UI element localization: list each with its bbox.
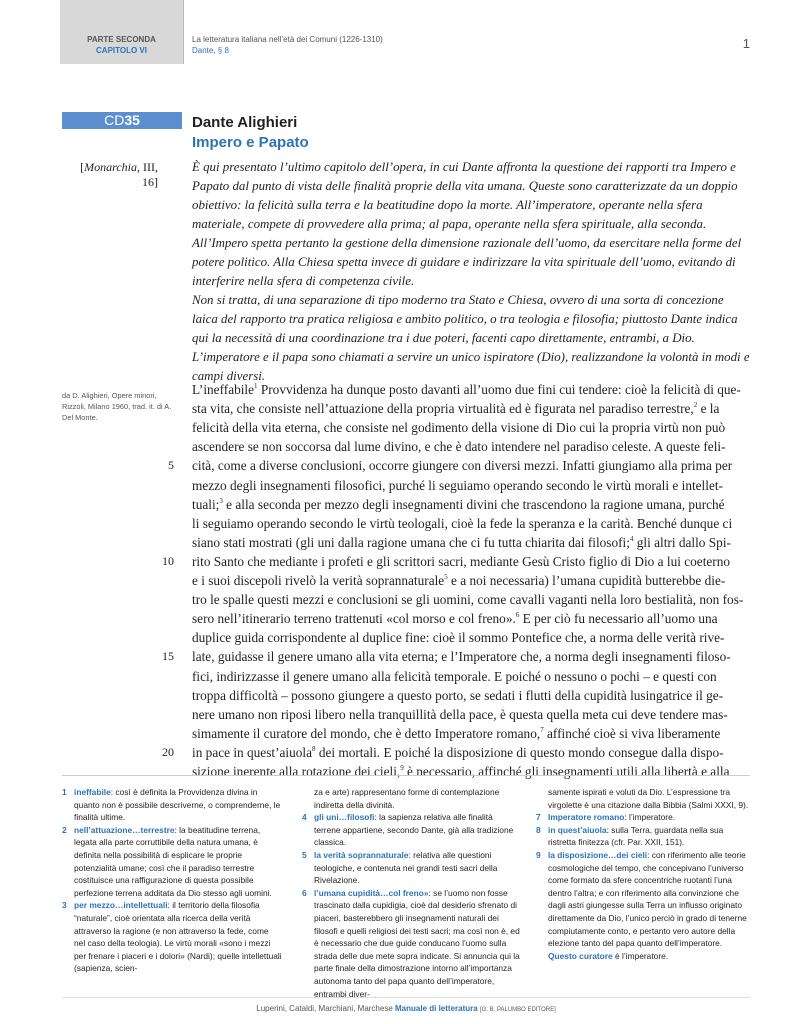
text-line: troppa difficoltà – possono giungere a questo porto, se sedati i flutti della cupidità lusingatrice il ge-: [192, 687, 724, 703]
line-number: 5: [168, 458, 174, 473]
footnote-number: 4: [302, 812, 307, 823]
intro-text: [192, 158, 752, 386]
footer-authors: Luperini, Cataldi, Marchiani, Marchese: [256, 1004, 393, 1013]
footnote-ref: 3: [219, 496, 223, 505]
footnote-term: Questo curatore: [548, 950, 613, 961]
text-id-badge: [62, 112, 182, 129]
text-id-number: 35: [124, 112, 140, 128]
page-number: 1: [742, 36, 750, 51]
text-line: cità, come a diverse conclusioni, occorre giungere con diversi mezzi. Infatti giungiamo alla prima per: [192, 458, 733, 474]
notes-divider: [62, 775, 750, 776]
footer: [0, 1004, 812, 1013]
line-number: 10: [162, 553, 174, 568]
footnote-term: in quest’aiuola: [548, 824, 607, 835]
text-line: simamente il curatore del mondo, che è detto Imperatore romano,$^7$ affinché cioè si viva liberamente: [192, 725, 721, 741]
text-line: sero nell’itinerario terreno trattenuti «col morso e col freno».$^6$ E per ciò fu necessario all’uomo una: [192, 611, 718, 627]
footnote: 2 nell’attuazione…terrestre: la beatitudine terrena, legata alla parte corruttibile della natura umana, è definita nella possibilità di esplicare le proprie potenzialità umane; così che il paradiso terrestre costituisce una raffigurazione di questa possibile perfezione terrena additata da Dio stesso agli uomini.: [62, 824, 272, 898]
footnote-term: nell’attuazione…terrestre: [74, 824, 175, 835]
text-line: sizione inerente alla rotazione dei cieli,$^9$ è necessario, affinché gli insegnamenti utili alla libertà e alla: [192, 764, 730, 779]
footnote: 1 ineffabile: così è definita la Provvidenza divina in quanto non è possibile descriverne, o comprenderne, le finalità ultime.: [62, 787, 281, 823]
text-line: siano stati mostrati (gli uni dalla ragione umana che ci fu tutta chiarita dai filosofi;$^4$ gli altri dallo Spi-: [192, 534, 731, 550]
text-id-prefix: CD: [104, 112, 125, 128]
footnote-number: 3: [62, 900, 67, 911]
line-number: 20: [162, 744, 174, 759]
notes-column-2: [302, 786, 520, 1000]
footnote-number: 2: [62, 824, 67, 835]
footnote-term: la disposizione…dei cieli: [548, 849, 648, 860]
footnote-number: 8: [536, 824, 541, 835]
footnote: 8 in quest’aiuola: sulla Terra, guardata nella sua ristretta finitezza (cfr. Par. XXII, 151).: [536, 824, 724, 848]
text-line: L’ineffabile$^1$ Provvidenza ha dunque posto davanti all’uomo due fini cui tendere: cioè la felicità di que-: [192, 382, 741, 397]
footnote: 3 per mezzo…intellettuali: il territorio della filosofia “naturale”, cioè orientata alla ricerca della verità attraverso la ragione (e non attraverso la fede, come nel caso della teologia). Le virtù morali «sono i mezzi per frenare i piaceri e i dolori» (Nardi); quelle intellettuali (sapienza, scien-: [62, 900, 282, 974]
footnote-ref: 6: [515, 611, 520, 620]
footnote-number: 5: [302, 849, 307, 860]
running-header-title: La letteratura italiana nell’età dei Comuni (1226-1310): [192, 35, 383, 44]
intro-paragraph: È qui presentato l’ultimo capitolo dell’opera, in cui Dante affronta la questione dei rapporti tra Impero e Papato dal punto di vista delle finalità proprie della vita umana. Queste sono caratterizzate da un doppio obiettivo: la felicità sulla terra e la beatitudine dopo la morte. All’imperatore, operante nella sfera materiale, compete di provvedere alla prima; al papa, operante nella sfera spirituale, alla seconda. All’Impero spetta pertanto la gestione della dimensione razionale dell’uomo, da esercitare nella forme del potere politico. Alla Chiesa spetta invece di guidare e indirizzare la vita spirituale dell’uomo, evitando di interferire nella sfera di competenza civile.: [192, 160, 742, 288]
text-title: Impero e Papato: [192, 134, 309, 151]
part-label: PARTE SECONDA: [87, 35, 156, 44]
footnote-term: per mezzo…intellettuali: [74, 900, 168, 911]
running-header-section: Dante, § 8: [192, 46, 229, 55]
footnote: 4 gli uni…filosofi: la sapienza relativa alle finalità terrene appartiene, secondo Dante, già alla tradizione classica.: [302, 812, 514, 848]
chapter-label: CAPITOLO VI: [96, 46, 147, 55]
footnote-ref: 5: [444, 573, 448, 581]
footnote-ref: 2: [693, 401, 698, 410]
text-line: duplice guida corrispondente al duplice fine: cioè il sommo Pontefice che, a norma delle verità rive-: [192, 630, 725, 646]
footnote-term: l’umana cupidità…col freno»: [314, 887, 429, 898]
footnote-term: Imperatore romano: [548, 812, 625, 823]
text-line: in pace in quest’aiuola$^8$ dei mortali. E poiché la disposizione di questo mondo consegue dalla dispo-: [192, 744, 724, 760]
footnote-number: 7: [536, 812, 541, 823]
chapter-tab: [60, 0, 184, 64]
notes-column-1: [62, 786, 282, 975]
footnote-number: 6: [302, 887, 307, 898]
line-number: 15: [162, 649, 174, 664]
footnote: 5 la verità soprannaturale: relativa alle questioni teologiche, e contenuta nei grandi testi sacri della Rivelazione.: [302, 849, 498, 886]
text-line: felicità della vita eterna, che consiste nel godimento della visione di Dio cui la propria virtù non può: [192, 420, 726, 436]
text-line: li seguiamo operando secondo le virtù teologali, cioè la fede la speranza e la carità. Benché dunque ci: [192, 515, 733, 531]
footnote-term: la verità soprannaturale: [314, 849, 409, 860]
text-line: mezzo degli insegnamenti filosofici, purché li seguiamo operando secondo le virtù morali e intellet-: [192, 477, 723, 493]
text-line: tuali;$^3$ e alla seconda per mezzo degli insegnamenti divini che trascendono la ragione umana, purché: [192, 496, 725, 512]
footnote-ref: 1: [254, 382, 258, 390]
text-line: rito Santo che mediante i profeti e gli scrittori sacri, mediante Gesù Cristo figlio di Dio a lui coeterno: [192, 553, 731, 569]
text-line: late, guidasse il genere umano alla vita eterna; e l’Imperatore che, a norma degli insegnamenti filoso-: [192, 649, 731, 665]
footnote: 6 l’umana cupidità…col freno»: se l’uomo non fosse trascinato dalla cupidigia, cioè dal desiderio sfrenato di piaceri, basterebbero gli insegnamenti naturali dei filosofi e quelli religiosi dei testi sacri; ma così non è, ed è necessario che due guide conducano l’uomo sulla strada delle due mete sopra indicate. Si annuncia qui la parte finale della dimostrazione intorno all’importanza autonoma tanto del papa quanto dell’imperatore, entrambi diver-: [302, 887, 520, 999]
footnote-ref: 9: [400, 764, 404, 772]
author-name: Dante Alighieri: [192, 114, 298, 131]
footnote-term: ineffabile: [74, 787, 111, 797]
footnote-number: 9: [536, 849, 541, 860]
intro-paragraph: Non si tratta, di una separazione di tipo moderno tra Stato e Chiesa, ovvero di una sorta di concezione laica del rapporto tra pratica religiosa e ambito politico, o tra teologia e filosofia; piuttosto Dante indica qui la necessità di una coordinazione tra i due poteri, facenti capo direttamente, entrambi, a Dio. L’imperatore e il papa sono chiamati a servire un unico ispiratore (Dio), realizzandone la volontà in modi e campi diversi.: [192, 293, 750, 383]
text-line: nere umano non riposi libero nella tranquillità della pace, è questa quella meta cui deve tendere mas-: [192, 706, 728, 722]
footnote: 9 la disposizione…dei cieli: con riferimento alle teorie cosmologiche del tempo, che concepivano l’universo come formato da sfere concentriche ruotanti l’una dentro l’altra; e con riferimento alla convinzione che dagli astri giungesse sulla Terra un influsso originato direttamente da Dio, l’unico perciò in grado di tenerne compiutamente conto, e pertanto vero autore della elezione tanto del papa quanto dell’imperatore. Questo curatore è l’imperatore.: [536, 849, 747, 961]
footer-book-title: Manuale di letteratura: [395, 1004, 478, 1013]
text-line: e i suoi discepoli rivelò la verità soprannaturale$^5$ e a noi necessaria) l’umana cupidità butterebbe die-: [192, 573, 726, 588]
footer-divider: [62, 997, 750, 998]
footnote-term: gli uni…filosofi: [314, 812, 375, 823]
text-line: ascendere se non soccorsa dal lume divino, e che è dato intendere nel paradiso celeste. A queste feli-: [192, 439, 726, 455]
text-line: fici, indirizzasse il genere umano alla felicità temporale. E poiché o nessuno o pochi – e questi con: [192, 668, 717, 684]
footnote-number: 1: [62, 787, 67, 797]
footnote: za e arte) rappresentano forme di contemplazione indiretta della divinità.: [314, 787, 500, 810]
footnote-ref: 4: [629, 534, 634, 543]
footnote: 7 Imperatore romano: l’imperatore.: [536, 812, 676, 823]
footnote-ref: 8: [312, 744, 316, 753]
text-line: tro le spalle questi mezzi e conclusioni se gli uomini, come cavalli vaganti nella loro bestialità, non fos-: [192, 592, 744, 608]
source-reference: [Monarchia, III, 16]: [80, 160, 158, 189]
text-line: sta vita, che consiste nell’attuazione della propria virtualità ed è figurata nel paradiso terrestre,$^2$ e la: [192, 401, 720, 417]
footnote-ref: 7: [540, 725, 544, 734]
footnote: samente ispirati e voluti da Dio. L’espressione tra virgolette è una citazione dalla Bibbia (Salmi XXXI, 9).: [548, 787, 749, 810]
footer-publisher: [G. B. PALUMBO EDITORE]: [479, 1007, 556, 1013]
notes-column-3: [536, 786, 750, 962]
source-work: Monarchia: [84, 160, 137, 174]
translation-credit: da D. Alighieri, Opere minori, Rizzoli, Milano 1960, trad. it. di A. Del Monte.: [62, 391, 172, 422]
